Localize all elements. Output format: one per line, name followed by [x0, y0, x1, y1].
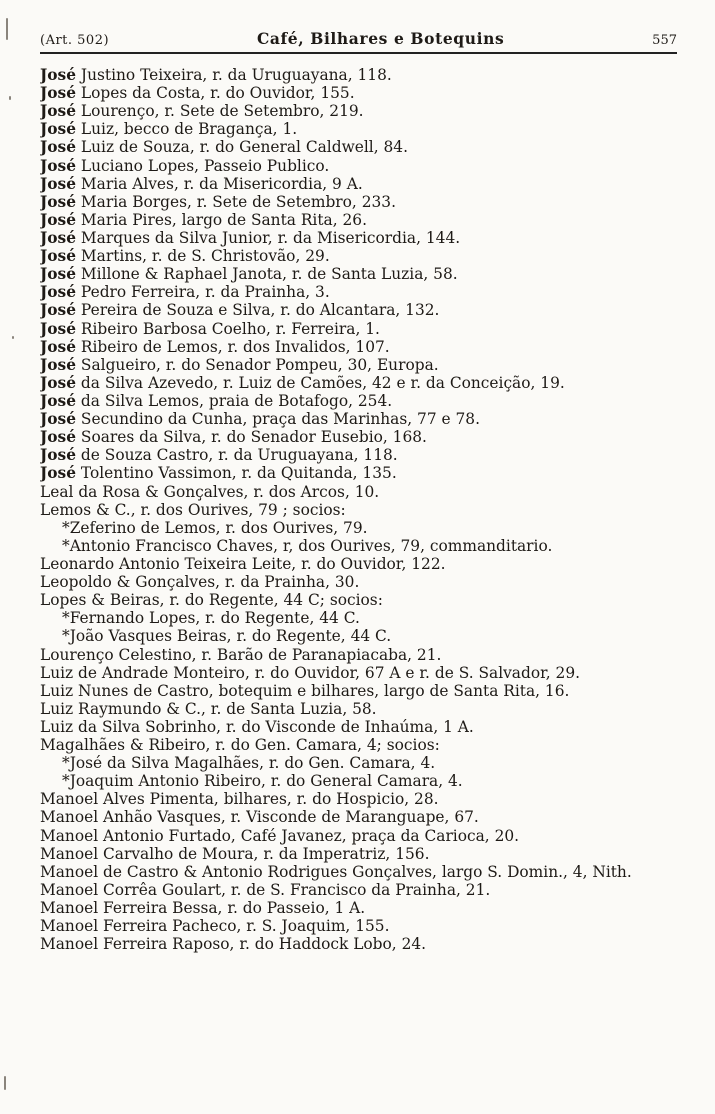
margin-speck [6, 18, 8, 40]
entry-first-name: José [40, 120, 77, 139]
margin-speck [12, 336, 14, 339]
entry-text: Lopes & Beiras, r. do Regente, 44 C; socios: [40, 591, 383, 610]
entry-text: *Joaquim Antonio Ribeiro, r. do General Camara, 4. [62, 772, 463, 791]
entry-text: Luiz Nunes de Castro, botequim e bilhares, largo de Santa Rita, 16. [40, 681, 570, 700]
entry-first-name: José [40, 428, 77, 447]
partner-entry [40, 537, 680, 555]
directory-entry [40, 917, 680, 935]
entry-first-name: José [40, 102, 77, 121]
entry-text: da Silva Lemos, praia de Botafogo, 254. [80, 391, 393, 410]
entry-text: Manoel de Castro & Antonio Rodrigues Gonçalves, largo S. Domin., 4, Nith. [40, 862, 632, 881]
directory-entry [40, 591, 680, 609]
directory-entry [40, 338, 680, 356]
entry-first-name: José [40, 391, 77, 410]
entry-text: Manoel Ferreira Pacheco, r. S. Joaquim, 155. [40, 917, 390, 936]
directory-entry [40, 446, 680, 464]
directory-entry [40, 265, 680, 283]
directory-entry [40, 573, 680, 591]
partner-entry [40, 609, 680, 627]
entry-text: Manoel Antonio Furtado, Café Javanez, praça da Carioca, 20. [40, 826, 520, 845]
directory-entry [40, 899, 680, 917]
entry-text: Lourenço Celestino, r. Barão de Paranapiacaba, 21. [40, 645, 442, 664]
entry-first-name: José [40, 265, 77, 284]
entry-first-name: José [40, 66, 77, 84]
entry-text: Justino Teixeira, r. da Uruguayana, 118. [80, 66, 392, 84]
entry-first-name: José [40, 228, 77, 247]
entry-text: Leal da Rosa & Gonçalves, r. dos Arcos, 10. [40, 482, 380, 501]
entry-text: Pereira de Souza e Silva, r. do Alcantara, 132. [80, 301, 440, 320]
entry-first-name: José [40, 464, 77, 483]
directory-entry [40, 301, 680, 319]
directory-entry [40, 157, 680, 175]
directory-entry [40, 935, 680, 953]
entry-text: Tolentino Vassimon, r. da Quitanda, 135. [80, 464, 397, 483]
directory-entry [40, 555, 680, 573]
entry-text: Manoel Corrêa Goulart, r. de S. Francisco da Prainha, 21. [40, 880, 491, 899]
entry-text: Lopes da Costa, r. do Ouvidor, 155. [80, 84, 355, 103]
entry-text: Luiz da Silva Sobrinho, r. do Visconde de Inhaúma, 1 A. [40, 717, 474, 736]
directory-entry [40, 501, 680, 519]
entry-first-name: José [40, 283, 77, 302]
directory-entry [40, 827, 680, 845]
article-reference: (Art. 502) [40, 33, 110, 48]
entry-first-name: José [40, 319, 77, 338]
entry-text: Marques da Silva Junior, r. da Misericordia, 144. [80, 228, 461, 247]
entry-first-name: José [40, 410, 77, 429]
entry-text: Millone & Raphael Janota, r. de Santa Luzia, 58. [80, 265, 458, 284]
entry-text: Leopoldo & Gonçalves, r. da Prainha, 30. [40, 573, 360, 592]
entry-text: Ribeiro Barbosa Coelho, r. Ferreira, 1. [80, 319, 380, 338]
entry-text: Magalhães & Ribeiro, r. do Gen. Camara, 4; socios: [40, 736, 440, 755]
directory-entry [40, 138, 680, 156]
entry-text: Luiz de Andrade Monteiro, r. do Ouvidor, 67 A e r. de S. Salvador, 29. [40, 663, 581, 682]
entry-first-name: José [40, 373, 77, 392]
entry-text: Martins, r. de S. Christovão, 29. [80, 247, 330, 266]
entry-text: Maria Borges, r. Sete de Setembro, 233. [80, 192, 396, 211]
partner-entry [40, 519, 680, 537]
entry-text: Manoel Anhão Vasques, r. Visconde de Maranguape, 67. [40, 808, 479, 827]
entry-first-name: José [40, 301, 77, 320]
entry-text: Maria Alves, r. da Misericordia, 9 A. [80, 174, 363, 193]
directory-entry [40, 66, 680, 84]
directory-entry [40, 736, 680, 754]
directory-entry [40, 410, 680, 428]
entry-text: Luiz Raymundo & C., r. de Santa Luzia, 58. [40, 699, 377, 718]
entry-first-name: José [40, 84, 77, 103]
directory-entry [40, 464, 680, 482]
directory-entry [40, 392, 680, 410]
entry-text: Manoel Ferreira Raposo, r. do Haddock Lobo, 24. [40, 935, 427, 954]
directory-entry [40, 356, 680, 374]
entry-first-name: José [40, 210, 77, 229]
directory-entry [40, 881, 680, 899]
entry-text: Luiz de Souza, r. do General Caldwell, 84. [80, 138, 408, 157]
entry-text: Salgueiro, r. do Senador Pompeu, 30, Europa. [80, 355, 439, 374]
entry-text: Soares da Silva, r. do Senador Eusebio, 168. [80, 428, 427, 447]
directory-entry [40, 863, 680, 881]
margin-speck [9, 96, 11, 100]
directory-entry [40, 682, 680, 700]
entry-text: Lourenço, r. Sete de Setembro, 219. [80, 102, 364, 121]
entry-first-name: José [40, 355, 77, 374]
entry-text: Ribeiro de Lemos, r. dos Invalidos, 107. [80, 337, 390, 356]
entry-list [40, 66, 680, 953]
directory-entry [40, 247, 680, 265]
entry-text: *Zeferino de Lemos, r. dos Ourives, 79. [62, 518, 368, 537]
entry-text: Manoel Carvalho de Moura, r. da Imperatriz, 156. [40, 844, 430, 863]
entry-text: de Souza Castro, r. da Uruguayana, 118. [80, 446, 398, 465]
entry-text: *Antonio Francisco Chaves, r, dos Ourives, 79, commanditario. [62, 536, 553, 555]
directory-entry [40, 84, 680, 102]
entry-first-name: José [40, 192, 77, 211]
partner-entry [40, 627, 680, 645]
entry-text: Maria Pires, largo de Santa Rita, 26. [80, 210, 367, 229]
directory-entry [40, 229, 680, 247]
entry-first-name: José [40, 247, 77, 266]
entry-text: Luciano Lopes, Passeio Publico. [80, 156, 330, 175]
entry-first-name: José [40, 337, 77, 356]
entry-text: Leonardo Antonio Teixeira Leite, r. do Ouvidor, 122. [40, 554, 446, 573]
directory-entry [40, 320, 680, 338]
entry-text: Secundino da Cunha, praça das Marinhas, 77 e 78. [80, 410, 480, 429]
directory-entry [40, 428, 680, 446]
directory-entry [40, 211, 680, 229]
entry-text: da Silva Azevedo, r. Luiz de Camões, 42 e r. da Conceição, 19. [80, 373, 565, 392]
directory-entry [40, 193, 680, 211]
directory-entry [40, 120, 680, 138]
partner-entry [40, 772, 680, 790]
entry-first-name: José [40, 138, 77, 157]
partner-entry [40, 754, 680, 772]
directory-entry [40, 664, 680, 682]
directory-entry [40, 808, 680, 826]
page-number: 557 [652, 33, 677, 48]
directory-entry [40, 845, 680, 863]
entry-first-name: José [40, 446, 77, 465]
directory-entry [40, 102, 680, 120]
page-header [40, 26, 677, 54]
section-title: Café, Bilhares e Botequins [256, 29, 505, 48]
entry-text: Pedro Ferreira, r. da Prainha, 3. [80, 283, 330, 302]
entry-text: *João Vasques Beiras, r. do Regente, 44 C. [62, 627, 392, 646]
directory-entry [40, 483, 680, 501]
directory-entry [40, 374, 680, 392]
directory-entry [40, 646, 680, 664]
entry-text: Lemos & C., r. dos Ourives, 79 ; socios: [40, 500, 346, 519]
entry-text: *José da Silva Magalhães, r. do Gen. Camara, 4. [62, 754, 436, 773]
directory-entry [40, 718, 680, 736]
entry-text: Manoel Alves Pimenta, bilhares, r. do Hospicio, 28. [40, 790, 439, 809]
entry-first-name: José [40, 174, 77, 193]
entry-text: *Fernando Lopes, r. do Regente, 44 C. [62, 609, 360, 628]
directory-entry [40, 700, 680, 718]
entry-first-name: José [40, 156, 77, 175]
directory-entry [40, 790, 680, 808]
entry-text: Luiz, becco de Bragança, 1. [80, 120, 298, 139]
margin-speck [4, 1076, 6, 1090]
directory-entry [40, 175, 680, 193]
directory-entry [40, 283, 680, 301]
entry-text: Manoel Ferreira Bessa, r. do Passeio, 1 A. [40, 899, 366, 918]
